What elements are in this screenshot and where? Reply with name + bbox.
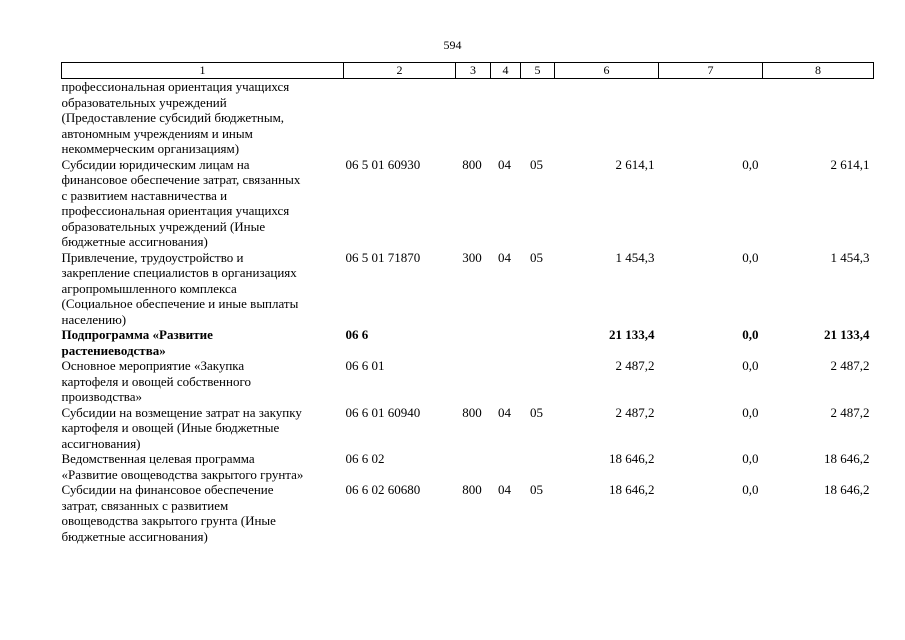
- row-amount-total: 2 487,2: [615, 358, 655, 373]
- row-name: Подпрограмма «Развитие растениеводства»: [61, 327, 213, 358]
- row-name: профессиональная ориентация учащихся образовательных учреждений (Предоставление субсидий бюджетным, автономным учреждениям и иным некоммерческим организациям): [61, 79, 290, 156]
- table-row: [62, 358, 874, 405]
- row-amount-final: 2 487,2: [830, 404, 870, 420]
- row-subsection: [521, 358, 555, 405]
- row-code: 06 6: [345, 327, 369, 342]
- column-header: 3: [456, 63, 491, 79]
- table-row: [62, 327, 874, 358]
- row-amount-total: 1 454,3: [615, 249, 655, 265]
- column-header: 6: [555, 63, 659, 79]
- row-amount-total: [555, 79, 659, 157]
- row-amount-final: [763, 79, 874, 157]
- table-row: [62, 451, 874, 482]
- row-expense-type: 800: [462, 404, 482, 420]
- table-row: [62, 482, 874, 544]
- row-name: Основное мероприятие «Закупка картофеля и овощей собственного производства»: [61, 358, 251, 404]
- row-expense-type: [456, 327, 491, 358]
- row-section: 04: [498, 404, 511, 420]
- row-amount-total: 18 646,2: [609, 482, 655, 497]
- column-header: 7: [659, 63, 763, 79]
- row-amount-total: 21 133,4: [609, 327, 655, 342]
- row-expense-type: 800: [462, 482, 482, 497]
- row-amount-total: 18 646,2: [609, 451, 655, 466]
- row-section: [491, 451, 521, 482]
- row-amount-final: 21 133,4: [824, 327, 870, 342]
- table-row: [62, 405, 874, 452]
- budget-table: [61, 62, 874, 544]
- row-code: 06 5 01 71870: [345, 249, 421, 265]
- row-amount-final: 18 646,2: [824, 482, 870, 497]
- row-subsection: [521, 327, 555, 358]
- row-name: Привлечение, трудоустройство и закрепление специалистов в организациях агропромышленного комплекса (Социальное обеспечение и иные выплаты населению): [61, 249, 299, 327]
- row-code: 06 6 02 60680: [345, 482, 421, 497]
- row-amount-final: 18 646,2: [824, 451, 870, 466]
- table-row: [62, 79, 874, 157]
- row-amount-final: 2 487,2: [830, 358, 870, 373]
- row-expense-type: 300: [462, 249, 482, 265]
- row-amount-change: 0,0: [742, 249, 759, 265]
- row-section: [491, 79, 521, 157]
- row-subsection: 05: [530, 404, 543, 420]
- row-code: [344, 79, 456, 157]
- row-amount-change: 0,0: [742, 482, 759, 497]
- table-row: [62, 250, 874, 328]
- row-subsection: [521, 79, 555, 157]
- row-expense-type: [456, 451, 491, 482]
- row-section: 04: [498, 249, 511, 265]
- row-amount-final: 1 454,3: [830, 249, 870, 265]
- column-header: 2: [344, 63, 456, 79]
- row-subsection: 05: [530, 156, 543, 172]
- column-number-row: [62, 63, 874, 79]
- row-amount-total: 2 614,1: [615, 156, 655, 172]
- row-section: [491, 327, 521, 358]
- row-amount-change: 0,0: [742, 327, 759, 342]
- column-header: 8: [763, 63, 874, 79]
- row-amount-total: 2 487,2: [615, 404, 655, 420]
- row-amount-change: 0,0: [742, 404, 759, 420]
- row-amount-change: 0,0: [742, 156, 759, 172]
- row-code: 06 5 01 60930: [345, 156, 421, 172]
- column-header: 5: [521, 63, 555, 79]
- row-expense-type: 800: [462, 156, 482, 172]
- table-body: [62, 79, 874, 545]
- row-section: 04: [498, 482, 511, 497]
- row-name: Ведомственная целевая программа «Развитие овощеводства закрытого грунта»: [61, 451, 304, 482]
- row-expense-type: [456, 79, 491, 157]
- column-header: 4: [491, 63, 521, 79]
- row-expense-type: [456, 358, 491, 405]
- row-section: 04: [498, 156, 511, 172]
- row-subsection: 05: [530, 249, 543, 265]
- row-name: Субсидии на финансовое обеспечение затрат, связанных с развитием овощеводства закрытого грунта (Иные бюджетные ассигнования): [61, 482, 276, 544]
- row-amount-final: 2 614,1: [830, 156, 870, 172]
- page-number: 594: [443, 38, 462, 52]
- row-section: [491, 358, 521, 405]
- row-name: Субсидии юридическим лицам на финансовое обеспечение затрат, связанных с развитием наставничества и профессиональная ориентация учащихся образовательных учреждений (Иные бюджетные ассигнования): [61, 156, 301, 249]
- row-code: 06 6 01 60940: [345, 404, 421, 420]
- row-subsection: 05: [530, 482, 543, 497]
- row-code: 06 6 01: [345, 358, 385, 373]
- row-subsection: [521, 451, 555, 482]
- row-amount-change: [659, 79, 763, 157]
- row-amount-change: 0,0: [742, 358, 759, 373]
- row-code: 06 6 02: [345, 451, 385, 466]
- table-row: [62, 157, 874, 250]
- column-header: 1: [62, 63, 344, 79]
- row-name: Субсидии на возмещение затрат на закупку картофеля и овощей (Иные бюджетные ассигнования): [61, 404, 302, 451]
- row-amount-change: 0,0: [742, 451, 759, 466]
